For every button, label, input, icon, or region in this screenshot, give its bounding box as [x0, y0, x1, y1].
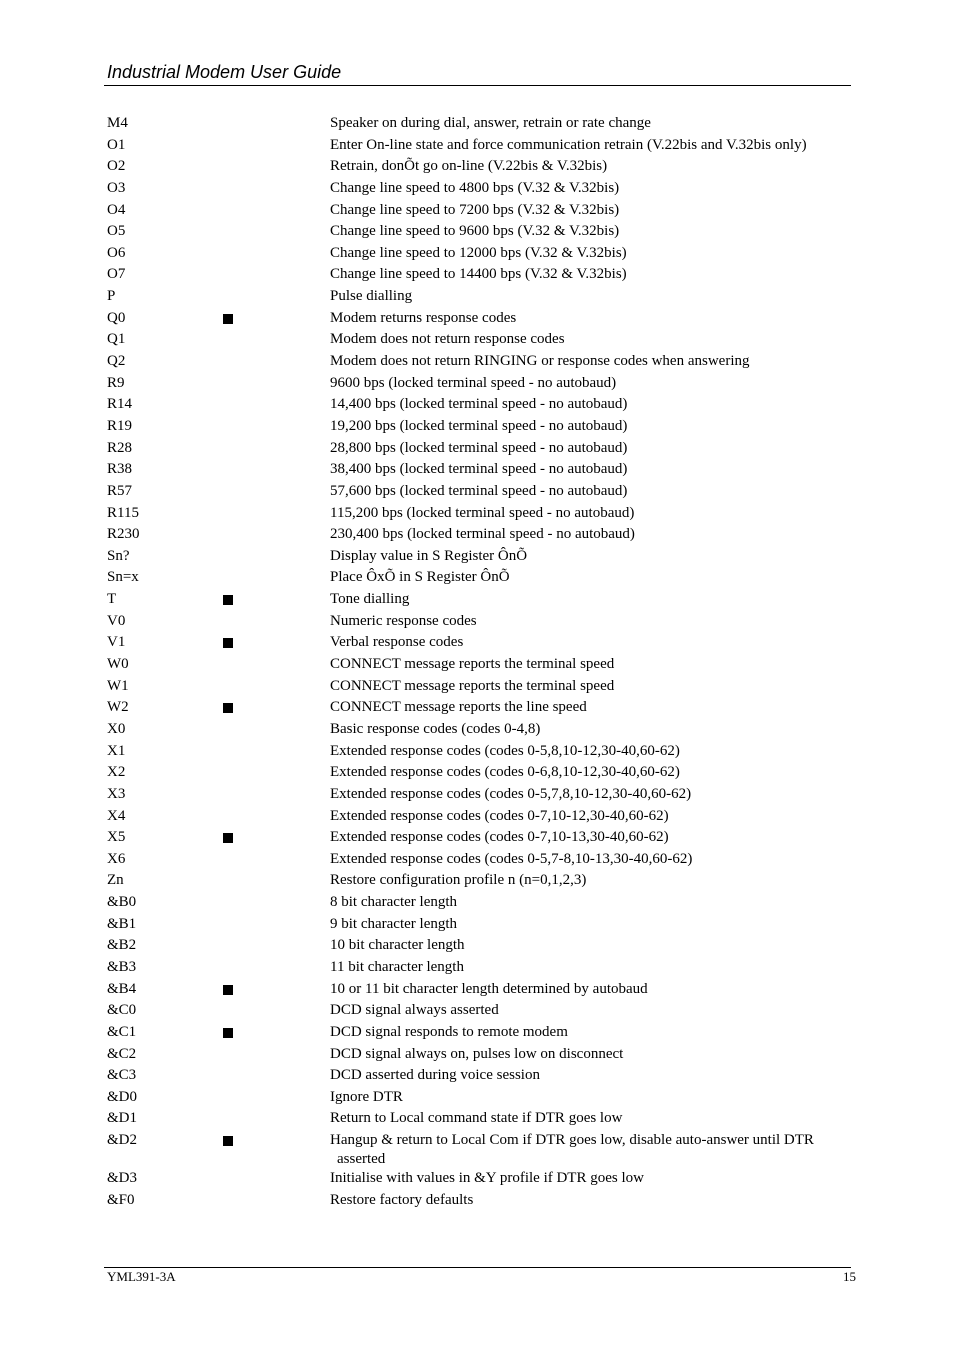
- command-description: [330, 590, 852, 609]
- command-description: [330, 1023, 852, 1042]
- command-description: [330, 850, 852, 869]
- description-text: 115,200 bps (locked terminal speed - no autobaud): [330, 504, 635, 521]
- table-row: [107, 201, 852, 223]
- command-code: X1: [107, 742, 126, 759]
- description-text: CONNECT message reports the line speed: [330, 699, 587, 716]
- description-text: DCD signal always asserted: [330, 1002, 499, 1019]
- command-code: R9: [107, 374, 125, 391]
- command-description: [330, 222, 852, 241]
- description-text: Tone dialling: [330, 591, 410, 608]
- table-row: [107, 807, 852, 829]
- description-text: Verbal response codes: [330, 634, 464, 651]
- command-description: [330, 157, 852, 176]
- description-text: 10 bit character length: [330, 937, 465, 954]
- table-row: [107, 720, 852, 742]
- command-code: &F0: [107, 1191, 135, 1208]
- command-description: [330, 633, 852, 652]
- command-description: [330, 525, 852, 544]
- command-description: [330, 915, 852, 934]
- command-code: Sn?: [107, 547, 130, 564]
- table-row: [107, 1023, 852, 1045]
- default-square-icon: [223, 595, 233, 605]
- header-divider: [104, 85, 851, 86]
- command-description: [330, 720, 852, 739]
- command-code: Sn=x: [107, 569, 139, 586]
- description-text: Restore factory defaults: [330, 1191, 474, 1208]
- table-row: [107, 958, 852, 980]
- description-text: Change line speed to 12000 bps (V.32 & V.32bis): [330, 244, 627, 261]
- description-text: Speaker on during dial, answer, retrain or rate change: [330, 115, 651, 131]
- command-description: [330, 439, 852, 458]
- table-row: [107, 179, 852, 201]
- footer-page-number: 15: [843, 1269, 856, 1284]
- command-code: O3: [107, 179, 126, 196]
- command-description: [330, 114, 852, 133]
- description-text: Extended response codes (codes 0-5,7,8,10-12,30-40,60-62): [330, 785, 692, 802]
- table-row: [107, 265, 852, 287]
- table-row: [107, 287, 852, 309]
- command-description: [330, 265, 852, 284]
- command-description: [330, 742, 852, 761]
- command-code: V1: [107, 634, 126, 651]
- default-square-icon: [223, 1028, 233, 1038]
- command-description: [330, 1169, 852, 1188]
- description-text: Retrain, donÕt go on-line (V.22bis & V.32bis): [330, 158, 608, 175]
- command-code: R19: [107, 417, 133, 434]
- command-code: R14: [107, 396, 133, 413]
- description-text: Extended response codes (codes 0-5,7-8,10-13,30-40,60-62): [330, 850, 693, 867]
- description-text: 230,400 bps (locked terminal speed - no autobaud): [330, 526, 635, 543]
- command-code: R28: [107, 439, 133, 456]
- command-description: [330, 1191, 852, 1210]
- description-text: Extended response codes (codes 0-7,10-12,30-40,60-62): [330, 807, 669, 824]
- command-description: [330, 374, 852, 393]
- command-description: [330, 936, 852, 955]
- table-row: [107, 1109, 852, 1131]
- command-code: X4: [107, 807, 126, 824]
- description-text: Extended response codes (codes 0-5,8,10-12,30-40,60-62): [330, 742, 680, 759]
- command-description: [330, 460, 852, 479]
- command-code: Q1: [107, 331, 126, 348]
- command-code: O7: [107, 266, 126, 283]
- description-text: Modem does not return response codes: [330, 331, 565, 348]
- table-row: [107, 114, 852, 136]
- command-description: [330, 482, 852, 501]
- command-code: W2: [107, 699, 129, 716]
- table-row: [107, 677, 852, 699]
- command-description: [330, 958, 852, 977]
- command-description: [330, 893, 852, 912]
- command-code: &C3: [107, 1067, 137, 1084]
- table-row: [107, 439, 852, 461]
- command-code: W1: [107, 677, 129, 694]
- command-description: [330, 871, 852, 890]
- description-text: 28,800 bps (locked terminal speed - no autobaud): [330, 439, 628, 456]
- description-text: Change line speed to 14400 bps (V.32 & V.32bis): [330, 266, 627, 283]
- command-code: &B1: [107, 915, 137, 932]
- table-row: [107, 352, 852, 374]
- command-description: [330, 785, 852, 804]
- footer-doc-code: YML391-3A: [107, 1269, 176, 1284]
- description-text: Change line speed to 4800 bps (V.32 & V.32bis): [330, 179, 620, 196]
- command-description: [330, 309, 852, 328]
- command-code: O5: [107, 223, 126, 240]
- command-code: &C2: [107, 1045, 137, 1062]
- command-description: [330, 698, 852, 717]
- table-row: [107, 568, 852, 590]
- table-row: [107, 871, 852, 893]
- page-header-title: Industrial Modem User Guide: [107, 62, 342, 82]
- table-row: [107, 915, 852, 937]
- command-description: [330, 244, 852, 263]
- command-description: [330, 136, 852, 155]
- default-square-icon: [223, 985, 233, 995]
- command-code: &B4: [107, 980, 137, 997]
- description-text: 38,400 bps (locked terminal speed - no autobaud): [330, 461, 628, 478]
- description-text: CONNECT message reports the terminal speed: [330, 656, 615, 673]
- description-text: Change line speed to 9600 bps (V.32 & V.32bis): [330, 223, 620, 240]
- description-text: Extended response codes (codes 0-6,8,10-12,30-40,60-62): [330, 764, 680, 781]
- description-text: 8 bit character length: [330, 894, 458, 911]
- table-row: [107, 309, 852, 331]
- command-code: O4: [107, 201, 126, 218]
- command-description: [330, 1045, 852, 1064]
- description-text: 14,400 bps (locked terminal speed - no autobaud): [330, 396, 628, 413]
- description-text: Modem returns response codes: [330, 309, 517, 326]
- table-row: [107, 1045, 852, 1067]
- default-square-icon: [223, 314, 233, 324]
- table-row: [107, 893, 852, 915]
- command-code: X5: [107, 829, 126, 846]
- table-row: [107, 590, 852, 612]
- command-code: R230: [107, 526, 140, 543]
- description-text: Ignore DTR: [330, 1088, 403, 1105]
- command-code: &D3: [107, 1170, 137, 1187]
- table-row: [107, 504, 852, 526]
- table-row: [107, 1066, 852, 1088]
- table-row: [107, 980, 852, 1002]
- description-text: Numeric response codes: [330, 612, 477, 629]
- command-description: [330, 655, 852, 674]
- command-description: [330, 504, 852, 523]
- command-description: [330, 395, 852, 414]
- command-description: [330, 179, 852, 198]
- command-code: &B3: [107, 958, 137, 975]
- command-description: [330, 1131, 852, 1169]
- description-text: Return to Local command state if DTR goes low: [330, 1110, 623, 1127]
- description-text: Modem does not return RINGING or response codes when answering: [330, 353, 750, 370]
- table-row: [107, 525, 852, 547]
- table-row: [107, 374, 852, 396]
- command-code: M4: [107, 115, 128, 131]
- command-code: &C0: [107, 1002, 137, 1019]
- command-description: [330, 201, 852, 220]
- command-code: X0: [107, 720, 126, 737]
- description-text: 10 or 11 bit character length determined by autobaud: [330, 980, 648, 997]
- table-row: [107, 547, 852, 569]
- table-row: [107, 395, 852, 417]
- table-row: [107, 763, 852, 785]
- description-text: Pulse dialling: [330, 288, 413, 305]
- table-row: [107, 742, 852, 764]
- description-text: Change line speed to 7200 bps (V.32 & V.32bis): [330, 201, 620, 218]
- command-description: [330, 352, 852, 371]
- command-code: V0: [107, 612, 126, 629]
- table-row: [107, 1131, 852, 1169]
- table-row: [107, 785, 852, 807]
- command-code: &C1: [107, 1023, 137, 1040]
- table-row: [107, 244, 852, 266]
- command-code: W0: [107, 656, 129, 673]
- command-description: [330, 612, 852, 631]
- command-code: X2: [107, 764, 126, 781]
- description-text: Initialise with values in &Y profile if DTR goes low: [330, 1170, 644, 1187]
- command-code: Q2: [107, 353, 126, 370]
- command-code: R57: [107, 482, 133, 499]
- command-code: &D2: [107, 1132, 137, 1149]
- table-row: [107, 936, 852, 958]
- table-row: [107, 1169, 852, 1191]
- command-description: [330, 330, 852, 349]
- command-description: [330, 568, 852, 587]
- command-description: [330, 1088, 852, 1107]
- command-code: O1: [107, 136, 126, 153]
- command-description: [330, 417, 852, 436]
- footer-divider: [104, 1267, 851, 1268]
- command-description: [330, 828, 852, 847]
- table-row: [107, 330, 852, 352]
- command-description: [330, 807, 852, 826]
- command-code: O2: [107, 158, 126, 175]
- command-code: R115: [107, 504, 139, 521]
- command-code: R38: [107, 461, 133, 478]
- table-row: [107, 698, 852, 720]
- table-row: [107, 222, 852, 244]
- command-code: Q0: [107, 309, 126, 326]
- command-description: [330, 1066, 852, 1085]
- description-text: 9 bit character length: [330, 915, 458, 932]
- description-text: CONNECT message reports the terminal speed: [330, 677, 615, 694]
- description-text: DCD signal always on, pulses low on disconnect: [330, 1045, 624, 1062]
- description-text: 57,600 bps (locked terminal speed - no autobaud): [330, 482, 628, 499]
- description-text: 9600 bps (locked terminal speed - no autobaud): [330, 374, 617, 391]
- description-text: Enter On-line state and force communication retrain (V.22bis and V.32bis only): [330, 136, 807, 153]
- table-row: [107, 828, 852, 850]
- description-text: Display value in S Register ÔnÕ: [330, 547, 528, 564]
- table-row: [107, 460, 852, 482]
- default-square-icon: [223, 638, 233, 648]
- command-code: X3: [107, 785, 126, 802]
- description-continuation: asserted: [337, 1151, 386, 1168]
- command-description: [330, 547, 852, 566]
- description-text: Restore configuration profile n (n=0,1,2,3): [330, 872, 587, 889]
- command-code: P: [107, 288, 116, 305]
- command-description: [330, 287, 852, 306]
- table-row: [107, 1001, 852, 1023]
- table-row: [107, 633, 852, 655]
- default-square-icon: [223, 1136, 233, 1146]
- command-code: &D1: [107, 1110, 137, 1127]
- command-code: &B0: [107, 894, 137, 911]
- command-code: Zn: [107, 872, 124, 889]
- command-description: [330, 1001, 852, 1020]
- command-description: [330, 763, 852, 782]
- description-text: Basic response codes (codes 0-4,8): [330, 720, 541, 737]
- description-text: Hangup & return to Local Com if DTR goes low, disable auto-answer until DTR: [330, 1132, 814, 1149]
- description-text: 19,200 bps (locked terminal speed - no autobaud): [330, 417, 628, 434]
- description-text: DCD signal responds to remote modem: [330, 1023, 568, 1040]
- command-code: &B2: [107, 937, 137, 954]
- command-code: T: [107, 591, 117, 608]
- description-text: DCD asserted during voice session: [330, 1067, 540, 1084]
- table-row: [107, 655, 852, 677]
- table-row: [107, 850, 852, 872]
- table-row: [107, 482, 852, 504]
- command-description: [330, 677, 852, 696]
- table-row: [107, 612, 852, 634]
- table-row: [107, 1191, 852, 1213]
- default-square-icon: [223, 703, 233, 713]
- description-text: Place ÔxÕ in S Register ÔnÕ: [330, 569, 510, 586]
- table-row: [107, 136, 852, 158]
- table-row: [107, 1088, 852, 1110]
- command-table: [107, 114, 852, 1212]
- description-text: Extended response codes (codes 0-7,10-13,30-40,60-62): [330, 829, 669, 846]
- table-row: [107, 417, 852, 439]
- command-code: O6: [107, 244, 126, 261]
- command-code: &D0: [107, 1088, 137, 1105]
- default-square-icon: [223, 833, 233, 843]
- command-description: [330, 1109, 852, 1128]
- description-text: 11 bit character length: [330, 958, 464, 975]
- command-description: [330, 980, 852, 999]
- command-code: X6: [107, 850, 126, 867]
- table-row: [107, 157, 852, 179]
